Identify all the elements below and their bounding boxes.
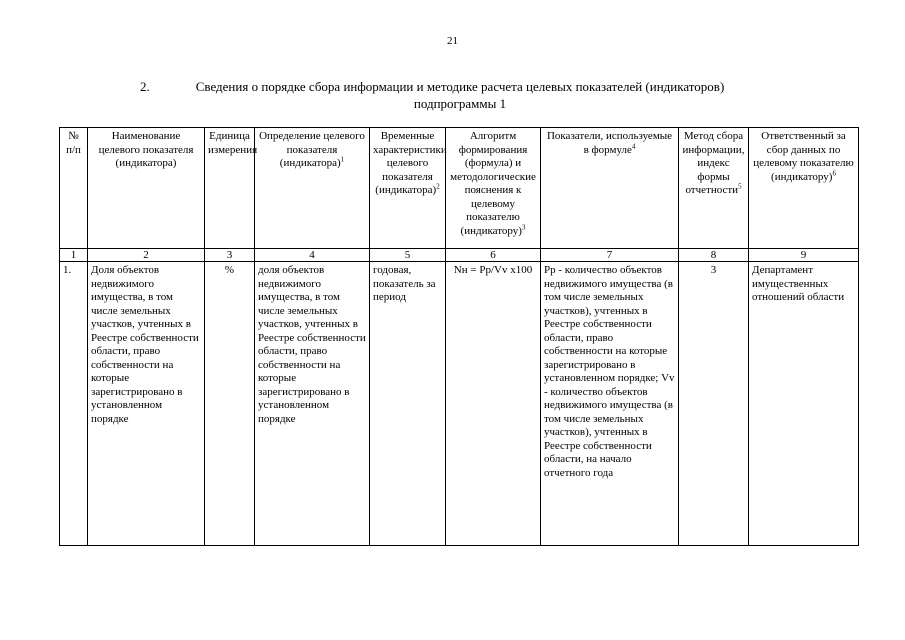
header-definition: Определение целевого показателя (индикатора)$^1$ (255, 128, 370, 249)
index-cell: 6 (446, 249, 541, 262)
index-cell: 2 (88, 249, 205, 262)
header-name: Наименование целевого показателя (индикатора) (88, 128, 205, 249)
row-name: Доля объектов недвижимого имущества, в том числе земельных участков, учтенных в Реестре собственности области, право собственности на которые зарегистрировано в установленном порядке (88, 262, 205, 546)
row-method: 3 (679, 262, 749, 546)
page-number: 21 (447, 35, 458, 47)
column-index-row (60, 249, 859, 262)
header-method: Метод сбора информации, индекс формы отчетности$^5$ (679, 128, 749, 249)
row-indicators: Pp - количество объектов недвижимого имущества (в том числе земельных участков), учтенных в Реестре собственности области, право собственности на которые зарегистрировано в установленном порядке; Vv - количество объектов недвижимого имущества (в том числе земельных участков), учтенных в Реестре собственности области, на начало отчетного года (541, 262, 679, 546)
section-title-line-1: Сведения о порядке сбора информации и методике расчета целевых показателей (индикаторов) (195, 79, 725, 94)
section-number: 2. (140, 79, 150, 94)
header-time: Временные характеристики целевого показателя (индикатора)$^2$ (370, 128, 446, 249)
indicators-table (59, 127, 859, 546)
index-cell: 8 (679, 249, 749, 262)
row-responsible: Департамент имущественных отношений области (749, 262, 859, 546)
index-cell: 3 (205, 249, 255, 262)
header-formula: Алгоритм формирования (формула) и методологические пояснения к целевому показателю (индикатору)$^3$ (446, 128, 541, 249)
row-num: 1. (60, 262, 88, 546)
header-num: № п/п (60, 128, 88, 249)
header-indicators: Показатели, используемые в формуле$^4$ (541, 128, 679, 249)
index-cell: 1 (60, 249, 88, 262)
index-cell: 7 (541, 249, 679, 262)
header-row (60, 128, 859, 249)
index-cell: 5 (370, 249, 446, 262)
header-responsible: Ответственный за сбор данных по целевому показателю (индикатору)$^6$ (749, 128, 859, 249)
table-row (60, 262, 859, 546)
section-title-line-2: подпрограммы 1 (413, 96, 507, 111)
row-formula: Nн = Pp/Vv x100 (446, 262, 541, 546)
header-unit: Единица измерения (205, 128, 255, 249)
row-unit: % (205, 262, 255, 546)
index-cell: 9 (749, 249, 859, 262)
index-cell: 4 (255, 249, 370, 262)
row-time: годовая, показатель за период (370, 262, 446, 546)
row-definition: доля объектов недвижимого имущества, в том числе земельных участков, учтенных в Реестре собственности области, право собственности на которые зарегистрировано в установленном порядке (255, 262, 370, 546)
section-heading (60, 78, 860, 112)
